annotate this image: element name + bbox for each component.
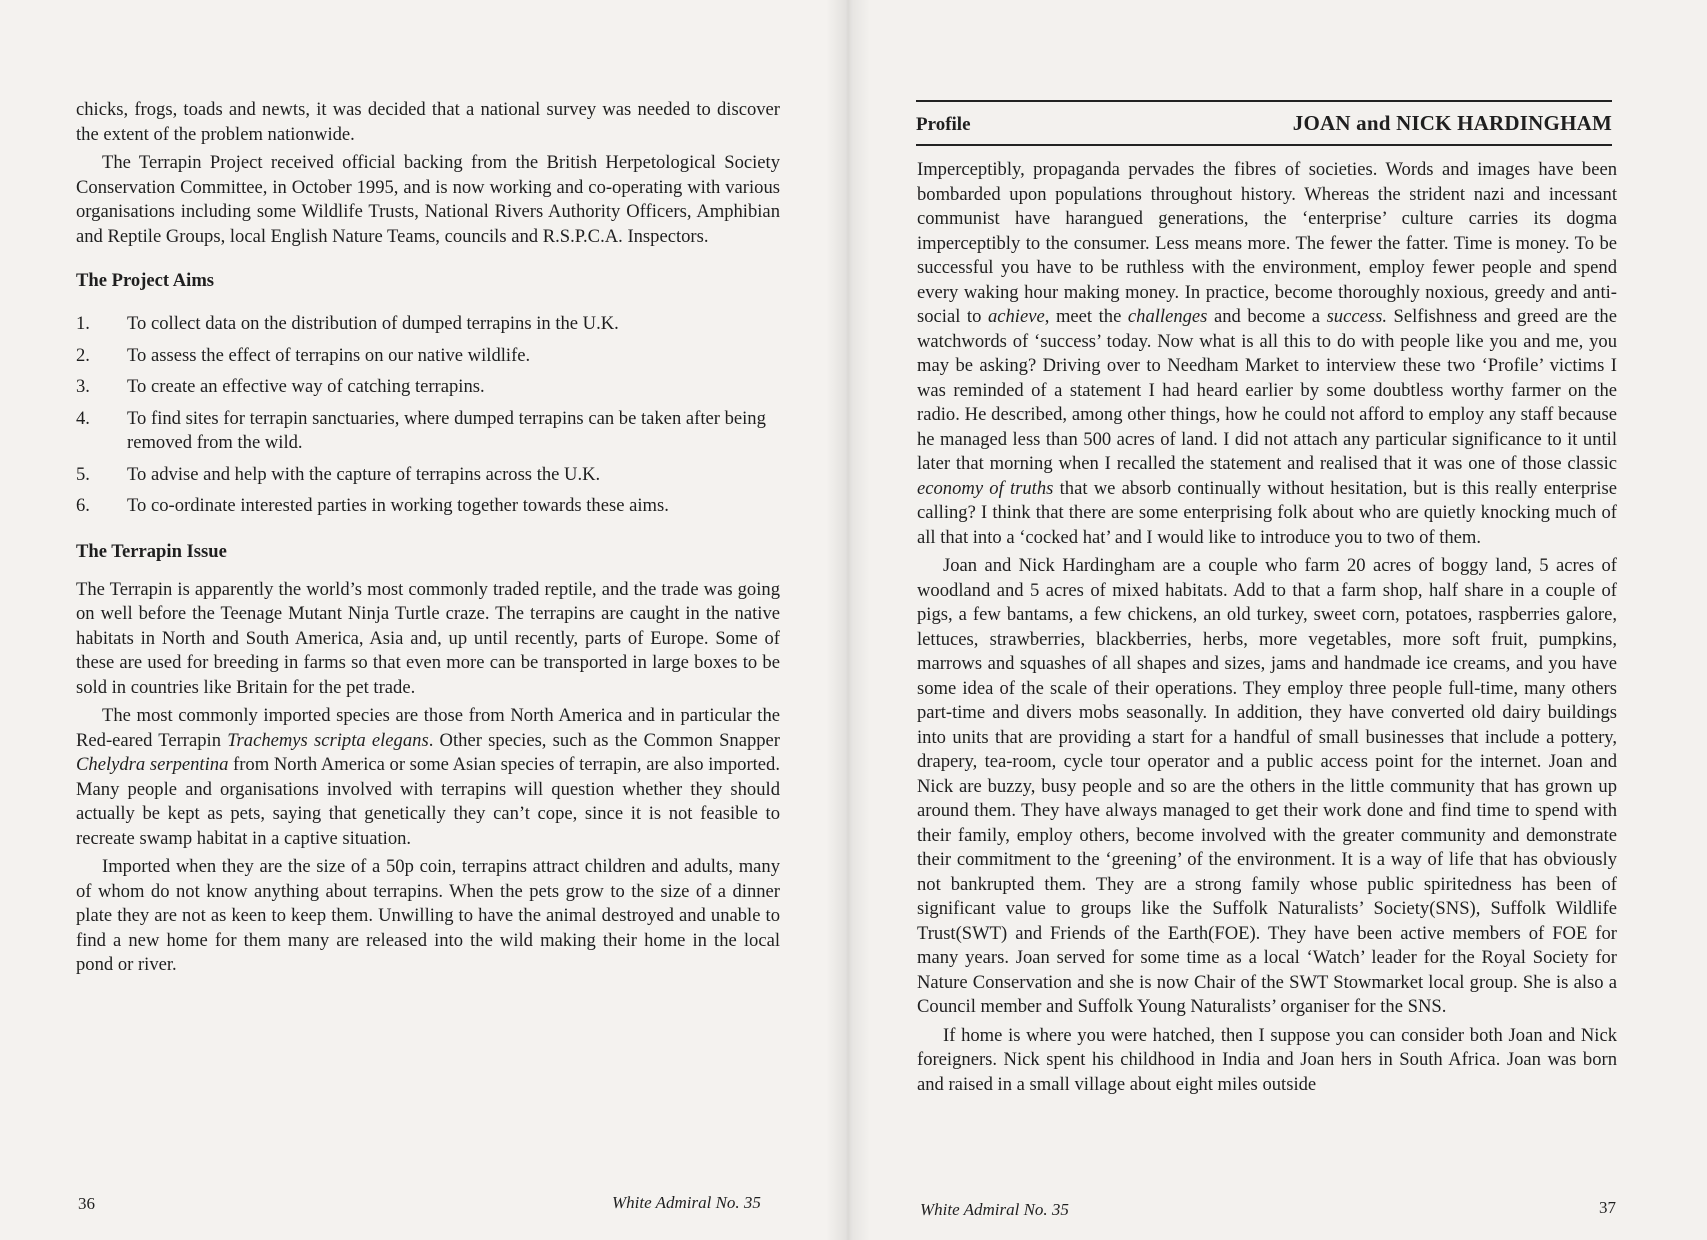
profile-paragraph-2: Joan and Nick Hardingham are a couple who farm 20 acres of boggy land, 5 acres of woodland and 5 acres of mixed habitats. Add to that a farm shop, half share in a couple of pigs, a few bantams, a few chickens, an old turkey, sweet corn, potatoes, raspberries galore, lettuces, strawberries, blackberries, herbs, more vegetables, more soft fruit, pumpkins, marrows and squashes of all shapes and sizes, jams and handmade ice creams, and you have some idea of the scale of their operations. They employ three people full-time, many others part-time and divers mobs seasonally. In addition, they have converted old dairy buildings into units that are providing a start for a handful of small businesses that include a pottery, drapery, tea-room, cycle tour operator and a public access point for the internet. Joan and Nick are buzzy, busy people and so are the others in the little community that has grown up around them. They have always managed to get their work done and find time to spend with their family, employ others, become involved with the greater community and demonstrate their commitment to the ‘greening’ of the environment. It is a way of life that has obviously not bankrupted them. They are a strong family whose public spiritedness has been of significant value to groups like the Suffolk Naturalists’ Society(SNS), Suffolk Wildlife Trust(SWT) and Friends of the Earth(FOE). They have been active members of FOE for many years. Joan served for some time as a local ‘Watch’ leader for the Royal Society for Nature Conservation and she is now Chair of the SWT Stowmarket local group. She is also a Council member and Suffolk Young Naturalists’ organiser for the SNS. (917, 555, 1617, 1017)
project-aims-heading: The Project Aims (76, 270, 215, 291)
issue-paragraph-1: The Terrapin is apparently the world’s most commonly traded reptile, and the trade was going on well before the Teenage Mutant Ninja Turtle craze. The terrapins are caught in the native habitats in North and South America, Asia and, up until recently, parts of Europe. Some of these are used for breeding in farms so that even more can be transported in large boxes to be sold in countries like Britain for the pet trade. (76, 578, 780, 698)
left-column (76, 98, 780, 982)
backing-paragraph: The Terrapin Project received official backing from the British Herpetological Society Conservation Committee, in October 1995, and is now working and co-operating with various organisations including some Wildlife Trusts, National Rivers Authority Officers, Amphibian and Reptile Groups, local English Nature Teams, councils and R.S.P.C.A. Inspectors. (76, 152, 780, 247)
footer-title-left: White Admiral No. 35 (612, 1193, 761, 1212)
species-name: Trachemys scripta elegans (227, 729, 429, 751)
footer-title-right: White Admiral No. 35 (920, 1200, 1069, 1219)
intro-paragraph: chicks, frogs, toads and newts, it was decided that a national survey was needed to discover the extent of the problem nationwide. (76, 99, 780, 145)
aim-item: 5. To advise and help with the capture of terrapins across the U.K. (76, 463, 601, 485)
book-gutter (826, 0, 870, 1240)
aims-list (76, 312, 780, 519)
profile-title: JOAN and NICK HARDINGHAM (1292, 111, 1612, 135)
aim-item: 4. To find sites for terrapin sanctuaries, where dumped terrapins can be taken after being removed from the wild. (76, 407, 766, 453)
profile-header (916, 100, 1612, 146)
left-page (0, 0, 848, 1240)
right-column (917, 158, 1617, 1101)
profile-paragraph-3: If home is where you were hatched, then I suppose you can consider both Joan and Nick foreigners. Nick spent his childhood in India and Joan hers in South Africa. Joan was born and raised in a small village about eight miles outside (917, 1024, 1617, 1095)
profile-paragraph-1: Imperceptibly, propaganda pervades the fibres of societies. Words and images have been bombarded upon populations throughout history. Whereas the strident nazi and incessant communist have harangued generations, the ‘enterprise’ culture carries its dogma imperceptibly to the consumer. Less means more. The fewer the fatter. Time is money. To be successful you have to be ruthless with the environment, employ fewer people and spend every waking hour making money. In practice, become thoroughly noxious, greedy and anti-social to achieve, meet the challenges and become a success. Selfishness and greed are the watchwords of ‘success’ today. Now what is all this to do with people like you and me, you may be asking? Driving over to Needham Market to interview these two ‘Profile’ victims I was reminded of a statement I had heard earlier by some doubtless worthy farmer on the radio. He described, among other things, how he could not afford to employ any staff because he managed less than 500 acres of land. I did not attach any particular significance to it until later that morning when I recalled the statement and realised that it was one of those classic economy of truths that we absorb continually without hesitation, but is this really enterprise calling? I think that there are some enterprising folk about who are quietly knocking much of all that into a ‘cocked hat’ and I would like to introduce you to two of them. (917, 159, 1618, 548)
page-number-left: 36 (78, 1194, 95, 1213)
issue-paragraph-2: The most commonly imported species are those from North America and in particular the Red-eared Terrapin Trachemys scripta elegans. Other species, such as the Common Snapper Chelydra serpentina from North America or some Asian species of terrapin, are also imported. Many people and organisations involved with terrapins will question whether they should actually be kept as pets, saying that genetically they can’t cope, since it is not feasible to recreate swamp habitat in a captive situation. (76, 705, 781, 849)
aim-item: 1. To collect data on the distribution of dumped terrapins in the U.K. (76, 313, 619, 334)
aim-item: 2. To assess the effect of terrapins on our native wildlife. (76, 344, 531, 366)
terrapin-issue-heading: The Terrapin Issue (76, 540, 227, 562)
page-number-right: 37 (1599, 1198, 1616, 1217)
aim-item: 3. To create an effective way of catching terrapins. (76, 376, 485, 397)
issue-paragraph-3: Imported when they are the size of a 50p coin, terrapins attract children and adults, many of whom do not know anything about terrapins. When the pets grow to the size of a dinner plate they are not as keen to keep them. Unwilling to have the animal destroyed and unable to find a new home for them many are released into the wild making their home in the local pond or river. (76, 856, 780, 975)
section-label: Profile (916, 114, 971, 135)
aim-item: 6. To co-ordinate interested parties in working together towards these aims. (76, 495, 669, 516)
species-name: Chelydra serpentina (76, 754, 229, 775)
